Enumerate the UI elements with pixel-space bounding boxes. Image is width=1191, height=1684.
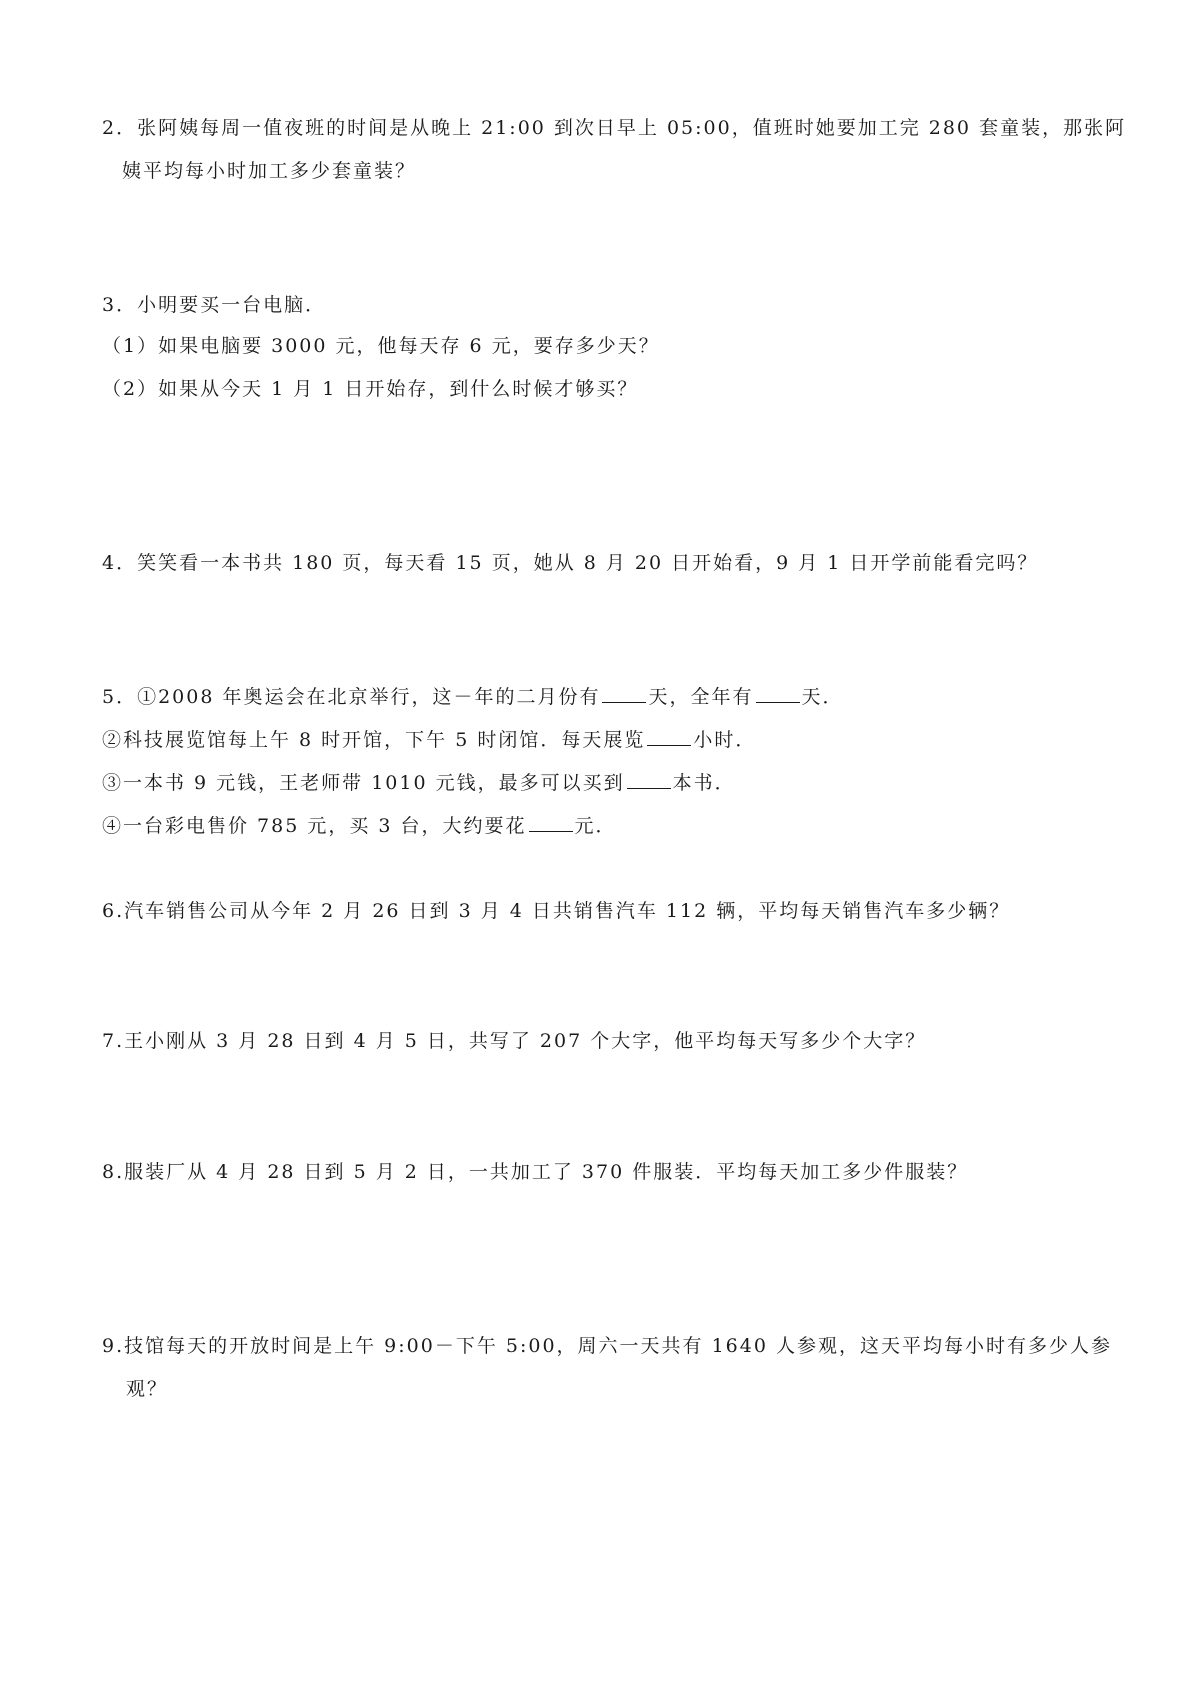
- question-6-line-1: 6.汽车销售公司从今年 2 月 26 日到 3 月 4 日共销售汽车 112 辆，平均每天销售汽车多少辆？: [102, 900, 1011, 922]
- question-5-item-b: [102, 729, 756, 750]
- question-5-item-d-text-2: 元．: [574, 815, 617, 837]
- answer-blank[interactable]: [529, 815, 573, 832]
- question-2-line-1: 2．张阿姨每周一值夜班的时间是从晚上 21:00 到次日早上 05:00，值班时她要加工完 280 套童装，那张阿: [102, 117, 1127, 139]
- question-9-line-1: 9.技馆每天的开放时间是上午 9:00－下午 5:00，周六一天共有 1640 人参观，这天平均每小时有多少人参: [102, 1335, 1112, 1357]
- answer-blank[interactable]: [647, 729, 691, 746]
- answer-blank[interactable]: [602, 686, 646, 703]
- question-2-line-2: 姨平均每小时加工多少套童装？: [122, 160, 417, 182]
- question-7-line-1: 7.王小刚从 3 月 28 日到 4 月 5 日，共写了 207 个大字，他平均每天写多少个大字？: [102, 1030, 927, 1052]
- question-5-item-b-text-2: 小时．: [693, 729, 757, 751]
- question-5-item-b-text-1: ②科技展览馆每上午 8 时开馆，下午 5 时闭馆．每天展览: [102, 729, 646, 751]
- question-5-item-c: [102, 772, 736, 793]
- question-9-line-2: 观？: [126, 1378, 169, 1400]
- question-3-sub-1: （1）如果电脑要 3000 元，他每天存 6 元，要存多少天？: [102, 335, 660, 357]
- question-5-item-a-text-1: 5．①2008 年奥运会在北京举行，这－年的二月份有: [102, 686, 601, 708]
- answer-blank[interactable]: [756, 686, 800, 703]
- question-5-item-c-text-2: 本书．: [672, 772, 736, 794]
- question-5-item-d-text-1: ④一台彩电售价 785 元，买 3 台，大约要花: [102, 815, 527, 837]
- answer-blank[interactable]: [627, 772, 671, 789]
- question-5-item-a-text-3: 天．: [801, 686, 844, 708]
- question-3-sub-2: （2）如果从今天 1 月 1 日开始存，到什么时候才够买？: [102, 378, 639, 400]
- question-5-item-d: [102, 815, 617, 836]
- question-5-item-a: [102, 686, 844, 707]
- question-8-line-1: 8.服装厂从 4 月 28 日到 5 月 2 日，一共加工了 370 件服装．平均每天加工多少件服装？: [102, 1161, 969, 1183]
- question-5-item-c-text-1: ③一本书 9 元钱，王老师带 1010 元钱，最多可以买到: [102, 772, 625, 794]
- question-5-item-a-text-2: 天，全年有: [648, 686, 754, 708]
- question-3-stem: 3．小明要买一台电脑．: [102, 294, 327, 316]
- question-4-line-1: 4．笑笑看一本书共 180 页，每天看 15 页，她从 8 月 20 日开始看，9 月 1 日开学前能看完吗？: [102, 552, 1039, 574]
